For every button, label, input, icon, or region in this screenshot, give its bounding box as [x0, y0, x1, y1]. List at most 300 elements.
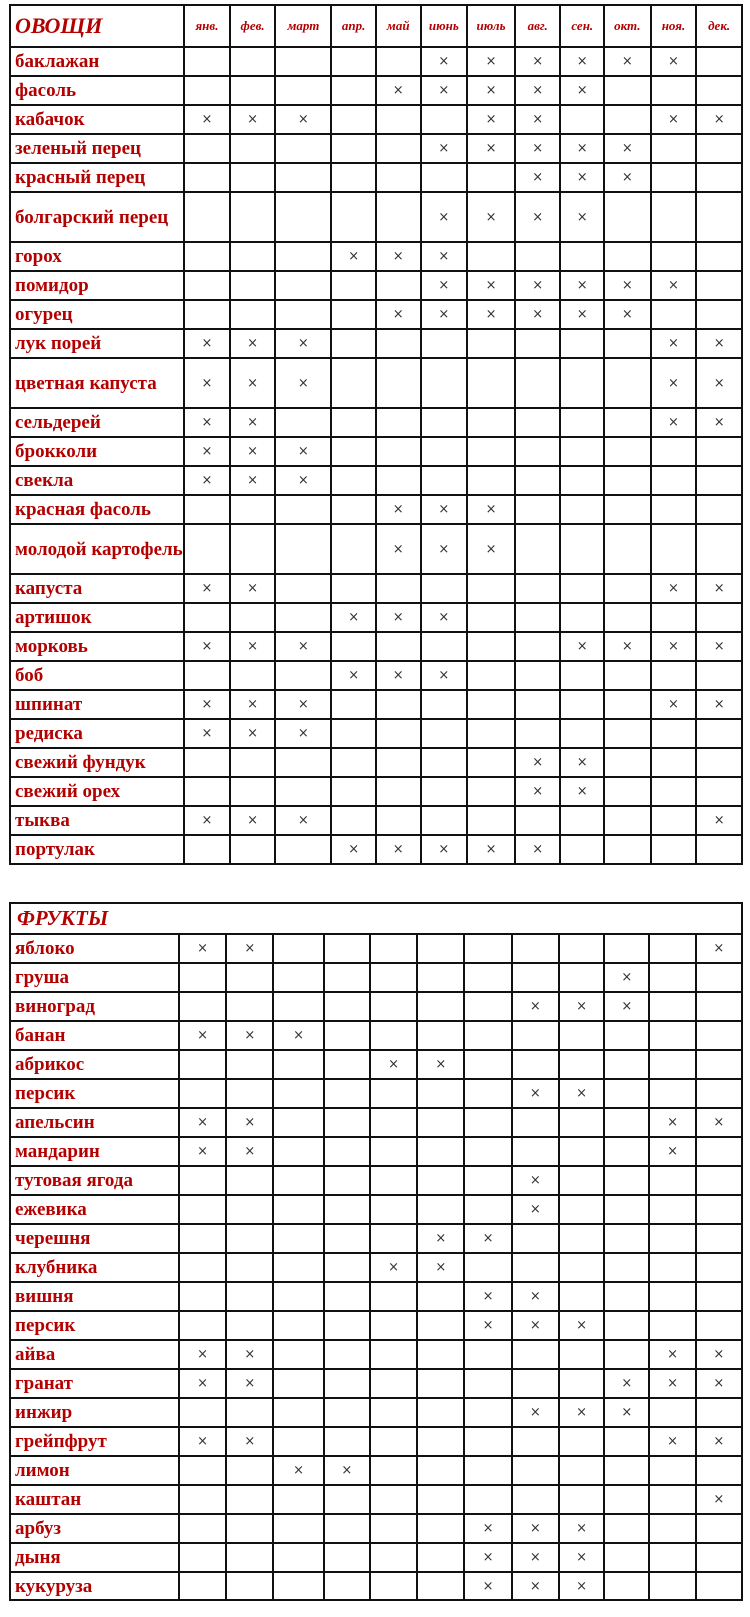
season-mark: ×	[604, 992, 649, 1021]
season-mark: ×	[376, 242, 421, 271]
season-mark: ×	[560, 271, 604, 300]
empty-cell	[273, 1398, 323, 1427]
season-mark: ×	[696, 1108, 742, 1137]
empty-cell	[275, 47, 331, 76]
table-row	[10, 1543, 742, 1572]
empty-cell	[559, 1195, 604, 1224]
empty-cell	[512, 934, 559, 963]
season-mark: ×	[184, 329, 230, 358]
table-row	[10, 1166, 742, 1195]
empty-cell	[230, 495, 276, 524]
vegetables-header-row	[10, 5, 742, 47]
empty-cell	[230, 748, 276, 777]
season-mark: ×	[184, 632, 230, 661]
season-mark: ×	[230, 358, 276, 408]
empty-cell	[230, 661, 276, 690]
produce-name: свекла	[10, 466, 184, 495]
empty-cell	[604, 574, 651, 603]
empty-cell	[376, 358, 421, 408]
produce-name: помидор	[10, 271, 184, 300]
produce-name: брокколи	[10, 437, 184, 466]
empty-cell	[464, 1369, 511, 1398]
season-mark: ×	[421, 661, 468, 690]
season-mark: ×	[559, 1514, 604, 1543]
empty-cell	[421, 574, 468, 603]
season-mark: ×	[512, 1572, 559, 1600]
empty-cell	[376, 192, 421, 242]
empty-cell	[467, 603, 515, 632]
season-mark: ×	[376, 300, 421, 329]
empty-cell	[464, 1079, 511, 1108]
empty-cell	[273, 1079, 323, 1108]
empty-cell	[604, 1282, 649, 1311]
empty-cell	[696, 163, 742, 192]
produce-name: персик	[10, 1311, 179, 1340]
table-row	[10, 300, 742, 329]
empty-cell	[604, 329, 651, 358]
empty-cell	[179, 1050, 226, 1079]
empty-cell	[464, 1398, 511, 1427]
empty-cell	[696, 1572, 742, 1600]
empty-cell	[324, 1021, 370, 1050]
produce-name: портулак	[10, 835, 184, 864]
empty-cell	[649, 992, 695, 1021]
month-header: янв.	[184, 5, 230, 47]
empty-cell	[604, 1340, 649, 1369]
season-mark: ×	[273, 1456, 323, 1485]
season-mark: ×	[184, 105, 230, 134]
empty-cell	[179, 1543, 226, 1572]
empty-cell	[376, 134, 421, 163]
empty-cell	[273, 1195, 323, 1224]
season-mark: ×	[559, 992, 604, 1021]
season-mark: ×	[651, 690, 697, 719]
empty-cell	[230, 242, 276, 271]
empty-cell	[604, 1572, 649, 1600]
empty-cell	[184, 134, 230, 163]
empty-cell	[604, 1050, 649, 1079]
table-row	[10, 1456, 742, 1485]
empty-cell	[273, 1369, 323, 1398]
empty-cell	[417, 1398, 464, 1427]
season-mark: ×	[376, 603, 421, 632]
month-header: март	[275, 5, 331, 47]
season-mark: ×	[230, 632, 276, 661]
season-mark: ×	[464, 1572, 511, 1600]
season-mark: ×	[417, 1224, 464, 1253]
empty-cell	[651, 437, 697, 466]
empty-cell	[560, 603, 604, 632]
empty-cell	[370, 1427, 417, 1456]
season-mark: ×	[515, 105, 561, 134]
empty-cell	[417, 1543, 464, 1572]
empty-cell	[604, 835, 651, 864]
empty-cell	[370, 963, 417, 992]
season-mark: ×	[604, 963, 649, 992]
empty-cell	[273, 1427, 323, 1456]
produce-name: фасоль	[10, 76, 184, 105]
season-mark: ×	[179, 1137, 226, 1166]
empty-cell	[417, 934, 464, 963]
produce-name: банан	[10, 1021, 179, 1050]
empty-cell	[273, 1282, 323, 1311]
season-mark: ×	[467, 192, 515, 242]
empty-cell	[179, 1195, 226, 1224]
empty-cell	[324, 1398, 370, 1427]
empty-cell	[226, 1282, 273, 1311]
season-mark: ×	[515, 163, 561, 192]
empty-cell	[649, 1195, 695, 1224]
season-mark: ×	[696, 329, 742, 358]
empty-cell	[370, 1108, 417, 1137]
season-mark: ×	[651, 329, 697, 358]
empty-cell	[464, 1108, 511, 1137]
produce-name: свежий орех	[10, 777, 184, 806]
empty-cell	[696, 1456, 742, 1485]
empty-cell	[273, 1224, 323, 1253]
empty-cell	[184, 661, 230, 690]
empty-cell	[559, 1456, 604, 1485]
season-mark: ×	[184, 574, 230, 603]
empty-cell	[331, 329, 376, 358]
empty-cell	[467, 690, 515, 719]
empty-cell	[651, 835, 697, 864]
season-mark: ×	[230, 574, 276, 603]
season-mark: ×	[649, 1369, 695, 1398]
empty-cell	[651, 777, 697, 806]
table-row	[10, 1514, 742, 1543]
empty-cell	[421, 163, 468, 192]
empty-cell	[324, 1485, 370, 1514]
empty-cell	[696, 1398, 742, 1427]
empty-cell	[417, 1079, 464, 1108]
table-row	[10, 134, 742, 163]
empty-cell	[275, 748, 331, 777]
empty-cell	[604, 1514, 649, 1543]
empty-cell	[331, 134, 376, 163]
season-mark: ×	[226, 1021, 273, 1050]
empty-cell	[376, 329, 421, 358]
season-mark: ×	[275, 329, 331, 358]
empty-cell	[467, 719, 515, 748]
empty-cell	[515, 719, 561, 748]
season-mark: ×	[512, 1398, 559, 1427]
empty-cell	[515, 466, 561, 495]
empty-cell	[649, 1398, 695, 1427]
empty-cell	[376, 105, 421, 134]
season-mark: ×	[559, 1311, 604, 1340]
empty-cell	[696, 1543, 742, 1572]
season-mark: ×	[275, 719, 331, 748]
season-mark: ×	[331, 835, 376, 864]
empty-cell	[275, 835, 331, 864]
empty-cell	[560, 408, 604, 437]
empty-cell	[559, 1224, 604, 1253]
season-mark: ×	[696, 1485, 742, 1514]
empty-cell	[184, 242, 230, 271]
season-mark: ×	[421, 300, 468, 329]
season-mark: ×	[179, 1340, 226, 1369]
empty-cell	[275, 271, 331, 300]
empty-cell	[560, 574, 604, 603]
empty-cell	[696, 1021, 742, 1050]
table-row	[10, 408, 742, 437]
empty-cell	[467, 408, 515, 437]
empty-cell	[559, 1427, 604, 1456]
empty-cell	[184, 748, 230, 777]
table-row	[10, 574, 742, 603]
empty-cell	[417, 1282, 464, 1311]
table-row	[10, 1485, 742, 1514]
produce-name: зеленый перец	[10, 134, 184, 163]
season-mark: ×	[230, 408, 276, 437]
season-mark: ×	[184, 466, 230, 495]
empty-cell	[649, 1456, 695, 1485]
empty-cell	[515, 632, 561, 661]
empty-cell	[512, 1369, 559, 1398]
empty-cell	[331, 524, 376, 574]
empty-cell	[421, 690, 468, 719]
empty-cell	[464, 1166, 511, 1195]
month-header: ноя.	[651, 5, 697, 47]
empty-cell	[273, 1050, 323, 1079]
empty-cell	[467, 242, 515, 271]
empty-cell	[559, 1282, 604, 1311]
table-row	[10, 777, 742, 806]
produce-name: морковь	[10, 632, 184, 661]
season-mark: ×	[467, 524, 515, 574]
season-mark: ×	[696, 690, 742, 719]
empty-cell	[417, 963, 464, 992]
empty-cell	[467, 163, 515, 192]
empty-cell	[604, 1195, 649, 1224]
season-mark: ×	[515, 76, 561, 105]
empty-cell	[651, 603, 697, 632]
season-mark: ×	[331, 661, 376, 690]
empty-cell	[184, 163, 230, 192]
table-row	[10, 934, 742, 963]
season-mark: ×	[515, 47, 561, 76]
empty-cell	[464, 934, 511, 963]
empty-cell	[467, 574, 515, 603]
season-mark: ×	[376, 661, 421, 690]
season-mark: ×	[421, 495, 468, 524]
empty-cell	[275, 603, 331, 632]
empty-cell	[376, 437, 421, 466]
empty-cell	[421, 719, 468, 748]
table-row	[10, 1195, 742, 1224]
empty-cell	[324, 1079, 370, 1108]
season-mark: ×	[226, 1369, 273, 1398]
empty-cell	[331, 163, 376, 192]
empty-cell	[331, 690, 376, 719]
empty-cell	[370, 1195, 417, 1224]
empty-cell	[696, 466, 742, 495]
empty-cell	[651, 163, 697, 192]
season-mark: ×	[515, 748, 561, 777]
empty-cell	[467, 661, 515, 690]
empty-cell	[273, 992, 323, 1021]
empty-cell	[179, 1456, 226, 1485]
month-header: июнь	[421, 5, 468, 47]
empty-cell	[230, 835, 276, 864]
empty-cell	[515, 242, 561, 271]
empty-cell	[696, 1514, 742, 1543]
empty-cell	[179, 1079, 226, 1108]
empty-cell	[184, 192, 230, 242]
table-row	[10, 632, 742, 661]
empty-cell	[604, 690, 651, 719]
month-header: фев.	[230, 5, 276, 47]
empty-cell	[273, 1514, 323, 1543]
empty-cell	[226, 1253, 273, 1282]
empty-cell	[421, 105, 468, 134]
season-mark: ×	[184, 719, 230, 748]
empty-cell	[370, 1398, 417, 1427]
season-mark: ×	[560, 76, 604, 105]
empty-cell	[559, 1485, 604, 1514]
empty-cell	[275, 163, 331, 192]
season-mark: ×	[179, 1369, 226, 1398]
empty-cell	[559, 963, 604, 992]
empty-cell	[604, 105, 651, 134]
empty-cell	[273, 1543, 323, 1572]
empty-cell	[649, 1282, 695, 1311]
empty-cell	[370, 1224, 417, 1253]
table-row	[10, 466, 742, 495]
empty-cell	[226, 1572, 273, 1600]
season-mark: ×	[184, 437, 230, 466]
season-mark: ×	[184, 408, 230, 437]
empty-cell	[560, 495, 604, 524]
empty-cell	[604, 777, 651, 806]
empty-cell	[324, 1050, 370, 1079]
empty-cell	[421, 777, 468, 806]
table-row	[10, 1050, 742, 1079]
produce-name: кабачок	[10, 105, 184, 134]
season-mark: ×	[515, 192, 561, 242]
season-mark: ×	[651, 632, 697, 661]
empty-cell	[184, 524, 230, 574]
empty-cell	[226, 1224, 273, 1253]
month-header: июль	[467, 5, 515, 47]
season-mark: ×	[230, 690, 276, 719]
empty-cell	[324, 992, 370, 1021]
table-row	[10, 661, 742, 690]
empty-cell	[560, 690, 604, 719]
table-row	[10, 437, 742, 466]
season-mark: ×	[467, 300, 515, 329]
season-mark: ×	[184, 806, 230, 835]
empty-cell	[275, 192, 331, 242]
empty-cell	[604, 1311, 649, 1340]
empty-cell	[560, 358, 604, 408]
season-mark: ×	[421, 242, 468, 271]
empty-cell	[696, 134, 742, 163]
empty-cell	[559, 934, 604, 963]
season-mark: ×	[604, 134, 651, 163]
empty-cell	[604, 934, 649, 963]
season-mark: ×	[512, 1311, 559, 1340]
season-mark: ×	[560, 748, 604, 777]
empty-cell	[467, 437, 515, 466]
season-mark: ×	[560, 300, 604, 329]
empty-cell	[512, 1427, 559, 1456]
season-mark: ×	[560, 192, 604, 242]
produce-name: шпинат	[10, 690, 184, 719]
empty-cell	[512, 1108, 559, 1137]
empty-cell	[649, 1514, 695, 1543]
season-mark: ×	[464, 1311, 511, 1340]
table-row	[10, 963, 742, 992]
produce-name: грейпфрут	[10, 1427, 179, 1456]
empty-cell	[467, 777, 515, 806]
empty-cell	[604, 1224, 649, 1253]
empty-cell	[515, 495, 561, 524]
season-mark: ×	[696, 105, 742, 134]
table-row	[10, 495, 742, 524]
empty-cell	[417, 1485, 464, 1514]
empty-cell	[464, 963, 511, 992]
empty-cell	[417, 1427, 464, 1456]
table-row	[10, 1398, 742, 1427]
empty-cell	[376, 47, 421, 76]
empty-cell	[696, 661, 742, 690]
empty-cell	[184, 76, 230, 105]
empty-cell	[184, 835, 230, 864]
produce-name: апельсин	[10, 1108, 179, 1137]
empty-cell	[464, 1456, 511, 1485]
season-mark: ×	[376, 835, 421, 864]
season-mark: ×	[226, 934, 273, 963]
produce-name: черешня	[10, 1224, 179, 1253]
produce-name: виноград	[10, 992, 179, 1021]
empty-cell	[179, 1311, 226, 1340]
empty-cell	[649, 1253, 695, 1282]
produce-name: болгарский перец	[10, 192, 184, 242]
season-mark: ×	[464, 1224, 511, 1253]
season-mark: ×	[512, 1282, 559, 1311]
empty-cell	[370, 1166, 417, 1195]
empty-cell	[324, 1427, 370, 1456]
season-mark: ×	[230, 105, 276, 134]
produce-name: мандарин	[10, 1137, 179, 1166]
empty-cell	[324, 1369, 370, 1398]
empty-cell	[464, 992, 511, 1021]
empty-cell	[604, 1456, 649, 1485]
season-mark: ×	[179, 1021, 226, 1050]
season-mark: ×	[512, 1166, 559, 1195]
empty-cell	[179, 963, 226, 992]
table-row	[10, 47, 742, 76]
season-mark: ×	[226, 1427, 273, 1456]
season-mark: ×	[421, 835, 468, 864]
empty-cell	[651, 748, 697, 777]
empty-cell	[179, 1224, 226, 1253]
season-mark: ×	[559, 1572, 604, 1600]
empty-cell	[370, 1021, 417, 1050]
empty-cell	[370, 1485, 417, 1514]
empty-cell	[226, 1311, 273, 1340]
empty-cell	[331, 47, 376, 76]
empty-cell	[324, 1514, 370, 1543]
empty-cell	[184, 603, 230, 632]
empty-cell	[273, 1253, 323, 1282]
empty-cell	[604, 1485, 649, 1514]
empty-cell	[651, 806, 697, 835]
produce-name: дыня	[10, 1543, 179, 1572]
empty-cell	[370, 1282, 417, 1311]
